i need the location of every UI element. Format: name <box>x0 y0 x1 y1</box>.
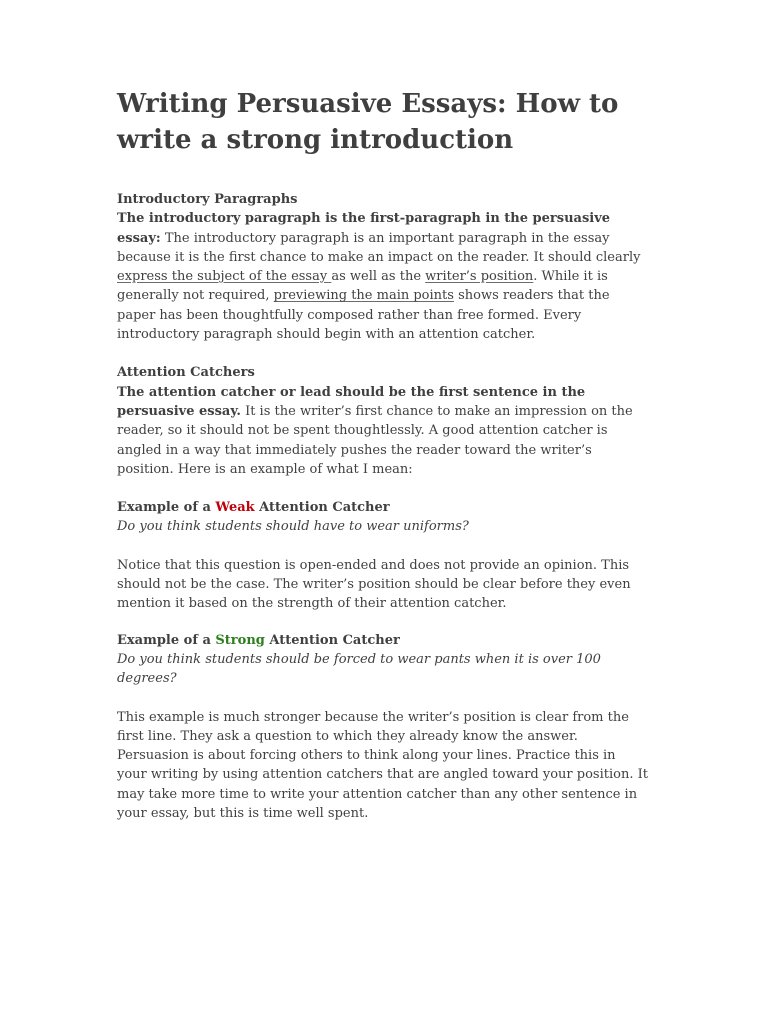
attention-heading: Attention Catchers <box>117 365 255 381</box>
weak-example-section <box>117 498 649 537</box>
document-page <box>117 86 649 823</box>
page-title: Writing Persuasive Essays: How to write a strong introduction <box>117 89 619 155</box>
link-writers-position[interactable]: writer’s position <box>425 269 534 285</box>
weak-commentary: Notice that this question is open-ended and does not provide an opinion. This should not be the case. The writer’s position should be clear before they even mention it based on the strength of their attention catcher. <box>117 557 631 612</box>
intro-text-4: shows readers that the paper has been thoughtfully composed rather than free formed. Every introductory paragraph should begin with an attention catcher. <box>117 288 610 343</box>
intro-section <box>117 190 649 344</box>
intro-text-1: The introductory paragraph is an important paragraph in the essay because it is the first chance to make an impact on the reader. It should clearly <box>117 230 641 265</box>
strong-heading-suffix: Attention Catcher <box>264 632 400 648</box>
weak-example-question: Do you think students should have to wear uniforms? <box>117 519 469 535</box>
attention-section <box>117 363 649 479</box>
weak-heading-highlight: Weak <box>215 500 255 516</box>
weak-heading-prefix: Example of a <box>117 500 216 516</box>
strong-heading <box>117 633 400 648</box>
strong-example-question: Do you think students should be forced to wear pants when it is over 100 degrees? <box>117 651 601 687</box>
link-previewing-main-points[interactable]: previewing the main points <box>273 288 454 304</box>
intro-text-2: as well as the <box>331 269 426 285</box>
attention-lead: The attention catcher or lead should be the first sentence in the persuasive essay. <box>117 384 586 419</box>
strong-commentary: This example is much stronger because the writer’s position is clear from the first line. They ask a question to which they already know the answer. Persuasion is about forcing others to think along your lines. Practice this in your writing by using attention catchers that are angled toward your position. It may take more time to write your attention catcher than any other sentence in your essay, but this is time well spent. <box>117 709 648 822</box>
strong-heading-prefix: Example of a <box>117 632 216 648</box>
weak-heading-suffix: Attention Catcher <box>254 500 390 516</box>
strong-example-section <box>117 631 649 689</box>
link-express-subject[interactable]: express the subject of the essay <box>117 269 332 285</box>
strong-heading-highlight: Strong <box>215 632 265 648</box>
attention-text: It is the writer’s first chance to make an impression on the reader, so it should not be spent thoughtlessly. A good attention catcher is angled in a way that immediately pushes the reader toward the writer’s position. Here is an example of what I mean: <box>117 403 633 477</box>
intro-heading: Introductory Paragraphs <box>117 192 298 207</box>
weak-heading <box>117 500 390 515</box>
intro-text-3: . While it is generally not required, <box>117 269 608 304</box>
intro-lead: The introductory paragraph is the first-paragraph in the persuasive essay: <box>117 211 611 246</box>
